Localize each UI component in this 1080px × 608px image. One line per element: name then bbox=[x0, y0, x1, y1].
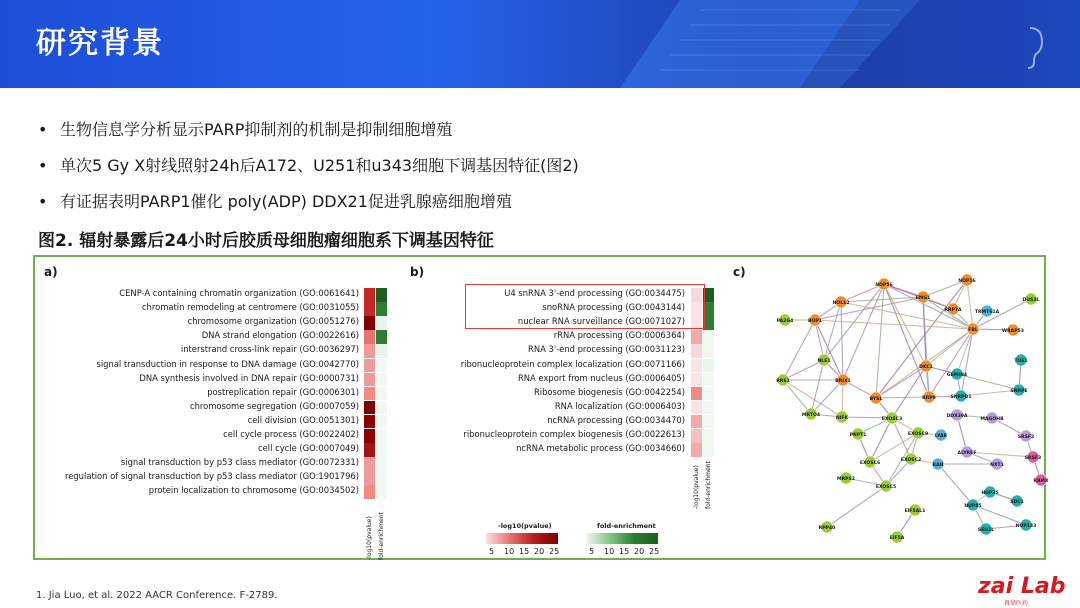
heatmap-cell-pvalue bbox=[691, 359, 702, 373]
network-node-label: RRS1 bbox=[776, 379, 790, 384]
go-term-label: cell division (GO:0051301) bbox=[247, 414, 359, 425]
network-edge bbox=[811, 360, 824, 414]
heatmap-cell-fold bbox=[703, 387, 714, 401]
legend-tick: 20 bbox=[534, 547, 545, 556]
go-term-label: chromatin remodeling at centromere (GO:0031055) bbox=[141, 302, 359, 313]
legend-gradient-fold bbox=[586, 533, 658, 544]
legend-title-fold: fold-enrichment bbox=[597, 522, 656, 530]
heatmap-cell-pvalue bbox=[364, 401, 375, 415]
network-edge bbox=[811, 380, 843, 414]
go-term-label: signal transduction in response to DNA damage (GO:0042770) bbox=[96, 358, 359, 369]
network-node-label: NUP85 bbox=[964, 504, 982, 509]
network-node-label: SNRPE bbox=[1010, 389, 1028, 394]
network-edge bbox=[815, 320, 843, 380]
network-edge bbox=[884, 284, 973, 329]
network-node-label: RRP7A bbox=[944, 308, 962, 313]
heatmap-cell-fold bbox=[703, 429, 714, 443]
bullet-item bbox=[38, 116, 579, 152]
network-node-label: TRMT61A bbox=[974, 310, 1000, 315]
network-node bbox=[990, 458, 1004, 470]
go-term-label: signal transduction by p53 class mediator (GO:0072331) bbox=[120, 457, 359, 468]
go-term-label: DNA strand elongation (GO:0022616) bbox=[201, 330, 359, 341]
network-node-label: SNRPD1 bbox=[950, 395, 972, 400]
heatmap-cell-fold bbox=[376, 330, 387, 344]
network-edge bbox=[827, 486, 886, 527]
heatmap-cell-fold bbox=[376, 288, 387, 302]
network-node bbox=[875, 278, 893, 290]
network-node-label: EXOSC5 bbox=[875, 485, 897, 490]
heatmap-cell-pvalue bbox=[691, 415, 702, 429]
network-node bbox=[1033, 474, 1049, 486]
heatmap-cell-fold bbox=[376, 302, 387, 316]
network-node-label: PNPT1 bbox=[849, 433, 867, 438]
network-node-label: NXT1 bbox=[990, 463, 1004, 468]
heatmap-cell-fold bbox=[703, 373, 714, 387]
network-node bbox=[890, 531, 905, 543]
network-node bbox=[1010, 384, 1027, 396]
legend-tick: 25 bbox=[549, 547, 560, 556]
heatmap-cell-pvalue bbox=[364, 344, 375, 358]
heatmap-cell-fold bbox=[703, 415, 714, 429]
go-term-label: Ribosome biogenesis (GO:0042254) bbox=[533, 386, 685, 397]
network-edge bbox=[967, 280, 973, 329]
heatmap-cell-pvalue bbox=[691, 387, 702, 401]
network-node-label: PA2G4 bbox=[776, 319, 794, 324]
network-node-label: EXOSC9 bbox=[907, 432, 929, 437]
network-node-label: EXOSC3 bbox=[881, 417, 903, 422]
heatmap-cell-pvalue bbox=[691, 443, 702, 457]
go-term-label: interstrand cross-link repair (GO:0036297) bbox=[180, 344, 359, 355]
network-node bbox=[808, 314, 822, 326]
network-node bbox=[837, 472, 855, 484]
network-node-label: BRIX1 bbox=[835, 379, 851, 384]
network-node-label: TOE1 bbox=[1014, 359, 1028, 364]
network-node-label: SRSF2 bbox=[1017, 435, 1035, 440]
network-edge bbox=[783, 380, 811, 414]
network-edge bbox=[938, 464, 973, 505]
heatmap-cell-fold bbox=[376, 387, 387, 401]
bullet-list bbox=[38, 116, 579, 224]
network-node-label: NOP16 bbox=[958, 279, 976, 284]
network-node-label: EIF5AL1 bbox=[904, 509, 926, 514]
network-node bbox=[932, 458, 944, 470]
go-term-label: RNA localization (GO:0006403) bbox=[554, 400, 685, 411]
go-term-label: postreplication repair (GO:0006301) bbox=[207, 386, 359, 397]
network-node bbox=[776, 374, 790, 386]
network-node-label: EXOSC6 bbox=[859, 461, 881, 466]
go-term-label: RNA export from nucleus (GO:0006405) bbox=[517, 372, 685, 383]
go-term-label: ribonucleoprotein complex biogenesis (GO:0022613) bbox=[463, 429, 685, 439]
go-term-label: RNA 3'-end processing (GO:0031123) bbox=[528, 344, 685, 355]
network-node bbox=[777, 314, 794, 326]
network-node-label: DUS3L bbox=[1022, 298, 1040, 303]
heatmap-cell-fold bbox=[376, 485, 387, 499]
network-node-label: NUP35 bbox=[981, 491, 999, 496]
panel-b-label: b) bbox=[410, 265, 425, 279]
go-term-label: cell cycle process (GO:0022402) bbox=[223, 429, 359, 439]
network-node-label: SEH1L bbox=[977, 528, 995, 533]
go-term-label: rRNA processing (GO:0006364) bbox=[553, 330, 685, 341]
bullet-dot: • bbox=[38, 156, 48, 175]
heatmap-cell-pvalue bbox=[364, 288, 375, 302]
heatmap-cell-fold bbox=[703, 359, 714, 373]
network-node-label: NOL12 bbox=[832, 301, 850, 306]
go-term-label: protein localization to chromosome (GO:0034502) bbox=[148, 485, 359, 496]
network-node-label: MAGOHB bbox=[980, 417, 1004, 422]
bullet-dot: • bbox=[38, 120, 48, 139]
header-decoration bbox=[560, 0, 1080, 88]
bullet-item bbox=[38, 188, 579, 224]
heatmap-cell-pvalue bbox=[364, 373, 375, 387]
footnote: 1. Jia Luo, et al. 2022 AACR Conference. F-2789. bbox=[36, 590, 278, 601]
network-node-label: BYSL bbox=[869, 397, 883, 402]
heatmap-cell-pvalue bbox=[691, 344, 702, 358]
go-term-label: U4 snRNA 3'-end processing (GO:0034475) bbox=[504, 288, 685, 298]
network-node-label: NUP133 bbox=[1015, 524, 1037, 529]
heatmap-cell-pvalue bbox=[691, 401, 702, 415]
network-node-label: RRP9 bbox=[922, 396, 936, 401]
network-node bbox=[802, 408, 820, 420]
figure-title: 图2. 辐射暴露后24小时后胶质母细胞瘤细胞系下调基因特征 bbox=[38, 231, 494, 251]
column-label-fold: fold-enrichment bbox=[705, 461, 712, 510]
heatmap-cell-pvalue bbox=[364, 485, 375, 499]
network-node bbox=[1025, 451, 1042, 463]
heatmap-cell-pvalue bbox=[364, 316, 375, 330]
network-node-label: ALYREF bbox=[957, 451, 977, 456]
network-edge bbox=[876, 397, 929, 398]
page-title: 研究背景 bbox=[36, 26, 164, 61]
heatmap-cell-fold bbox=[703, 443, 714, 457]
network-node-label: EXOSC2 bbox=[900, 458, 922, 463]
network-node bbox=[905, 504, 926, 516]
network-edge bbox=[783, 320, 815, 380]
heatmap-cell-pvalue bbox=[364, 302, 375, 316]
column-label-pvalue: -log10(pvalue) bbox=[366, 515, 373, 560]
network-node bbox=[901, 453, 921, 465]
highlight-box bbox=[465, 284, 705, 329]
heatmap-cell-pvalue bbox=[364, 415, 375, 429]
legend-tick: 15 bbox=[619, 547, 630, 556]
bullet-item bbox=[38, 152, 579, 188]
go-term-label: cell cycle (GO:0007049) bbox=[258, 443, 359, 454]
go-term-label: chromosome organization (GO:0051276) bbox=[187, 316, 359, 327]
column-label-fold: fold-enrichment bbox=[378, 511, 385, 560]
network-edge bbox=[824, 302, 841, 360]
network-node bbox=[946, 409, 968, 421]
network-node bbox=[835, 374, 851, 386]
legend-title-pvalue: -log10(pvalue) bbox=[498, 522, 552, 530]
heatmap-cell-fold bbox=[376, 443, 387, 457]
panel-c-label: c) bbox=[733, 265, 746, 279]
network-node bbox=[1014, 354, 1027, 366]
heatmap-cell-pvalue bbox=[691, 373, 702, 387]
network-node-label: NOP56 bbox=[875, 283, 893, 288]
network-node-label: DDX39A bbox=[946, 414, 968, 419]
heatmap-cell-pvalue bbox=[364, 471, 375, 485]
go-term-label: ncRNA metabolic process (GO:0034660) bbox=[516, 443, 685, 454]
go-term-label: ribonucleoprotein complex localization (GO:0071166) bbox=[460, 358, 685, 369]
network-node bbox=[967, 323, 979, 335]
network-node bbox=[1002, 324, 1024, 336]
network-node-label: EMG1 bbox=[915, 296, 931, 301]
heatmap-cell-fold bbox=[703, 330, 714, 344]
network-node bbox=[944, 303, 962, 315]
network-node-label: BOP1 bbox=[808, 319, 822, 324]
go-term-label: ncRNA processing (GO:0034470) bbox=[547, 414, 685, 425]
network-node bbox=[1016, 519, 1037, 531]
heatmap-cell-pvalue bbox=[364, 387, 375, 401]
network-node bbox=[850, 428, 867, 440]
network-node bbox=[958, 446, 977, 458]
network-node-label: MRPS2 bbox=[837, 477, 855, 482]
legend-tick: 5 bbox=[489, 547, 495, 556]
column-label-pvalue: -log10(pvalue) bbox=[693, 465, 700, 510]
go-term-label: chromosome segregation (GO:0007059) bbox=[189, 400, 359, 411]
heatmap-cell-fold bbox=[376, 373, 387, 387]
bullet-text: 生物信息学分析显示PARP抑制剂的机制是抑制细胞增殖 bbox=[60, 120, 453, 139]
heatmap-cell-fold bbox=[376, 457, 387, 471]
network-node bbox=[1023, 293, 1040, 305]
network-node bbox=[876, 480, 896, 492]
network-node bbox=[978, 523, 994, 535]
network-node bbox=[836, 411, 849, 423]
heatmap-cell-pvalue bbox=[364, 443, 375, 457]
heatmap-cell-fold bbox=[703, 401, 714, 415]
heatmap-cell-fold bbox=[376, 359, 387, 373]
network-node bbox=[958, 274, 976, 286]
heatmap-cell-pvalue bbox=[364, 359, 375, 373]
legend-tick: 5 bbox=[589, 547, 595, 556]
heatmap-cell-pvalue bbox=[364, 330, 375, 344]
network-node-label: EIF5A bbox=[889, 536, 905, 541]
heatmap-cell-fold bbox=[376, 344, 387, 358]
go-term-label: DNA synthesis involved in DNA repair (GO:0000731) bbox=[139, 372, 359, 383]
heatmap-cell-pvalue bbox=[364, 429, 375, 443]
company-logo: zai Lab bbox=[978, 574, 1066, 599]
network-node bbox=[1018, 430, 1035, 442]
network-node bbox=[870, 392, 883, 404]
network-graph bbox=[735, 268, 1049, 558]
go-term-label: snoRNA processing (GO:0043144) bbox=[542, 302, 685, 313]
legend-tick: 25 bbox=[649, 547, 660, 556]
network-node-label: RAN bbox=[932, 463, 944, 468]
network-edge bbox=[892, 366, 926, 418]
network-node-label: GEMIN4 bbox=[946, 373, 968, 378]
network-node-label: LYAR bbox=[934, 434, 948, 439]
bullet-text: 有证据表明PARP1催化 poly(ADP) DDX21促进乳腺癌细胞增殖 bbox=[60, 192, 512, 211]
network-node bbox=[1010, 495, 1024, 507]
legend-tick: 20 bbox=[634, 547, 645, 556]
heatmap-cell-fold bbox=[376, 415, 387, 429]
bullet-text: 单次5 Gy X射线照射24h后A172、U251和u343细胞下调基因特征(图2) bbox=[60, 156, 579, 175]
company-logo-subtitle: 再鼎医药 bbox=[1004, 600, 1029, 607]
heatmap-cell-fold bbox=[703, 344, 714, 358]
heatmap-cell-fold bbox=[376, 316, 387, 330]
legend-gradient-pvalue bbox=[486, 533, 558, 544]
legend-tick: 15 bbox=[519, 547, 530, 556]
heatmap-cell-fold bbox=[376, 471, 387, 485]
bullet-dot: • bbox=[38, 192, 48, 211]
legend-tick: 10 bbox=[604, 547, 615, 556]
network-node-label: SDC1 bbox=[1010, 500, 1024, 505]
go-term-label: nuclear RNA surveillance (GO:0071027) bbox=[517, 316, 685, 327]
heatmap-cell-fold bbox=[376, 429, 387, 443]
go-term-label: regulation of signal transduction by p53 class mediator (GO:1901796) bbox=[64, 471, 359, 482]
heatmap-cell-fold bbox=[376, 401, 387, 415]
go-term-label: CENP-A containing chromatin organization (GO:0061641) bbox=[119, 288, 359, 298]
heatmap-cell-pvalue bbox=[364, 457, 375, 471]
network-node bbox=[817, 354, 830, 366]
network-node-label: WRAP53 bbox=[1002, 329, 1024, 334]
network-node-label: MRTO4 bbox=[801, 413, 821, 418]
network-node bbox=[935, 429, 948, 441]
network-node-label: RBMX bbox=[1033, 479, 1049, 484]
network-node-label: RPP40 bbox=[818, 526, 836, 531]
heatmap-cell-pvalue bbox=[691, 330, 702, 344]
network-node-label: DKC1 bbox=[919, 365, 933, 370]
heatmap-cell-pvalue bbox=[691, 429, 702, 443]
network-node bbox=[922, 391, 936, 403]
network-node-label: NIFK bbox=[835, 416, 849, 421]
network-node bbox=[950, 390, 971, 402]
panel-a-label: a) bbox=[44, 265, 58, 279]
slide-header bbox=[0, 0, 1080, 88]
network-node bbox=[975, 305, 1000, 317]
network-node-label: SRSF3 bbox=[1024, 456, 1042, 461]
network-node-label: FBL bbox=[968, 328, 978, 333]
legend-tick: 10 bbox=[504, 547, 515, 556]
network-node-label: NLE1 bbox=[817, 359, 831, 364]
